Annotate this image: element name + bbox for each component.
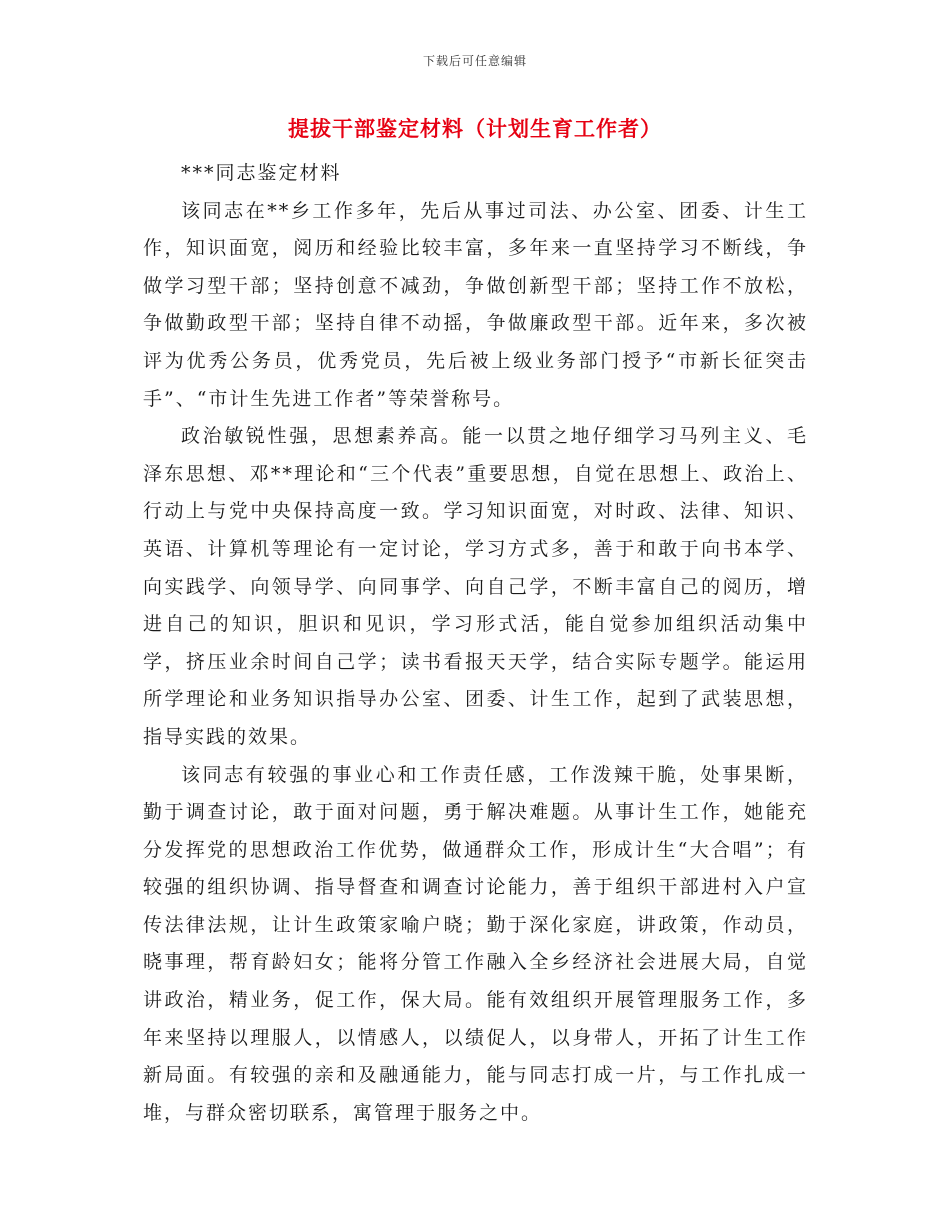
paragraph-3: 该同志有较强的事业心和工作责任感，工作泼辣干脆，处事果断，勤于调查讨论，敢于面对问题，勇于解决难题。从事计生工作，她能充分发挥党的思想政治工作优势，做通群众工作，形成计生“大合唱”；有较强的组织协调、指导督查和调查讨论能力，善于组织干部进村入户宣传法律法规，让计生政策家喻户晓；勤于深化家庭，讲政策，作动员，晓事理，帮育龄妇女；能将分管工作融入全乡经济社会进展大局，自觉讲政治，精业务，促工作，保大局。能有效组织开展管理服务工作，多年来坚持以理服人，以情感人，以绩促人，以身带人，开拓了计生工作新局面。有较强的亲和及融通能力，能与同志打成一片，与工作扎成一堆，与群众密切联系，寓管理于服务之中。: [143, 763, 808, 1124]
paragraph-1: 该同志在**乡工作多年，先后从事过司法、办公室、团委、计生工作，知识面宽，阅历和经验比较丰富，多年来一直坚持学习不断线，争做学习型干部；坚持创意不减劲，争做创新型干部；坚持工作不放松，争做勤政型干部；坚持自律不动摇，争做廉政型干部。近年来，多次被评为优秀公务员，优秀党员，先后被上级业务部门授予“市新长征突击手”、“市计生先进工作者”等荣誉称号。: [143, 199, 808, 410]
document-title: 提拔干部鉴定材料（计划生育工作者）: [288, 116, 662, 141]
document-subtitle: ***同志鉴定材料: [181, 162, 342, 184]
paragraph-2: 政治敏锐性强，思想素养高。能一以贯之地仔细学习马列主义、毛泽东思想、邓**理论和“三个代表”重要思想，自觉在思想上、政治上、行动上与党中央保持高度一致。学习知识面宽，对时政、法律、知识、英语、计算机等理论有一定讨论，学习方式多，善于和敢于向书本学、向实践学、向领导学、向同事学、向自己学，不断丰富自己的阅历，增进自己的知识，胆识和见识，学习形式活，能自觉参加组织活动集中学，挤压业余时间自己学；读书看报天天学，结合实际专题学。能运用所学理论和业务知识指导办公室、团委、计生工作，起到了武装思想，指导实践的效果。: [143, 425, 808, 748]
header-note: 下载后可任意编辑: [422, 54, 527, 68]
document-body: [143, 155, 808, 1132]
